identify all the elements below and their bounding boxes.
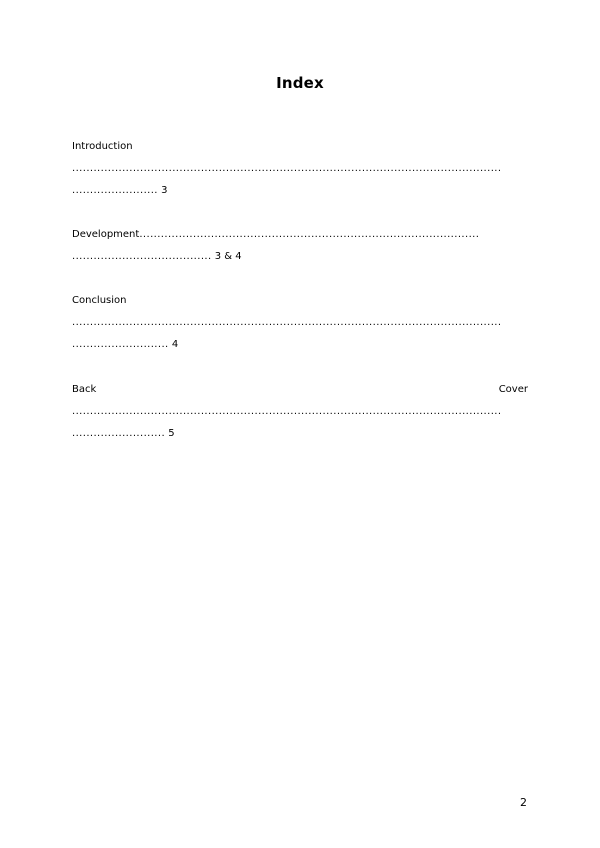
toc-leader-dots: ....................................... (72, 251, 212, 262)
toc-page-number: 3 & 4 (211, 251, 242, 262)
toc-entry-label-left: Back (72, 384, 97, 395)
toc-leader-with-page (72, 334, 528, 356)
toc-entry-development (72, 224, 528, 268)
toc-entry-back-cover (72, 379, 528, 445)
toc-leader-dots: ........................................................................................................................ (72, 163, 502, 174)
toc-page-number: 5 (165, 428, 175, 439)
toc-entry-label: Development (72, 229, 140, 240)
toc-entry-label-right: Cover (498, 384, 528, 395)
toc-page-number: 3 (157, 185, 168, 196)
toc-leader-dots: .......................... (72, 428, 166, 439)
toc-leader-dots: ........................ (72, 185, 158, 196)
toc-entry-label: Introduction (72, 141, 133, 152)
toc-entry-justified-label (72, 379, 528, 401)
toc-leader-dots: ........................................................................................................................ (72, 317, 502, 328)
toc-leader-dots: ............................................................................................... (139, 229, 480, 240)
toc-leader-with-page (72, 180, 528, 202)
page-number: 2 (520, 796, 527, 809)
toc-page-number: 4 (168, 339, 179, 350)
toc-leader-dots: ........................................................................................................................ (72, 406, 502, 417)
toc-entry-label: Conclusion (72, 295, 127, 306)
toc-leader-dots: ........................... (72, 339, 169, 350)
index-title: Index (276, 74, 324, 92)
toc-entry-first-line (72, 224, 528, 246)
toc-entry-introduction (72, 136, 528, 202)
toc-entry-conclusion (72, 290, 528, 356)
toc-leader-with-page (72, 423, 528, 445)
toc-leader-with-page (72, 246, 528, 268)
